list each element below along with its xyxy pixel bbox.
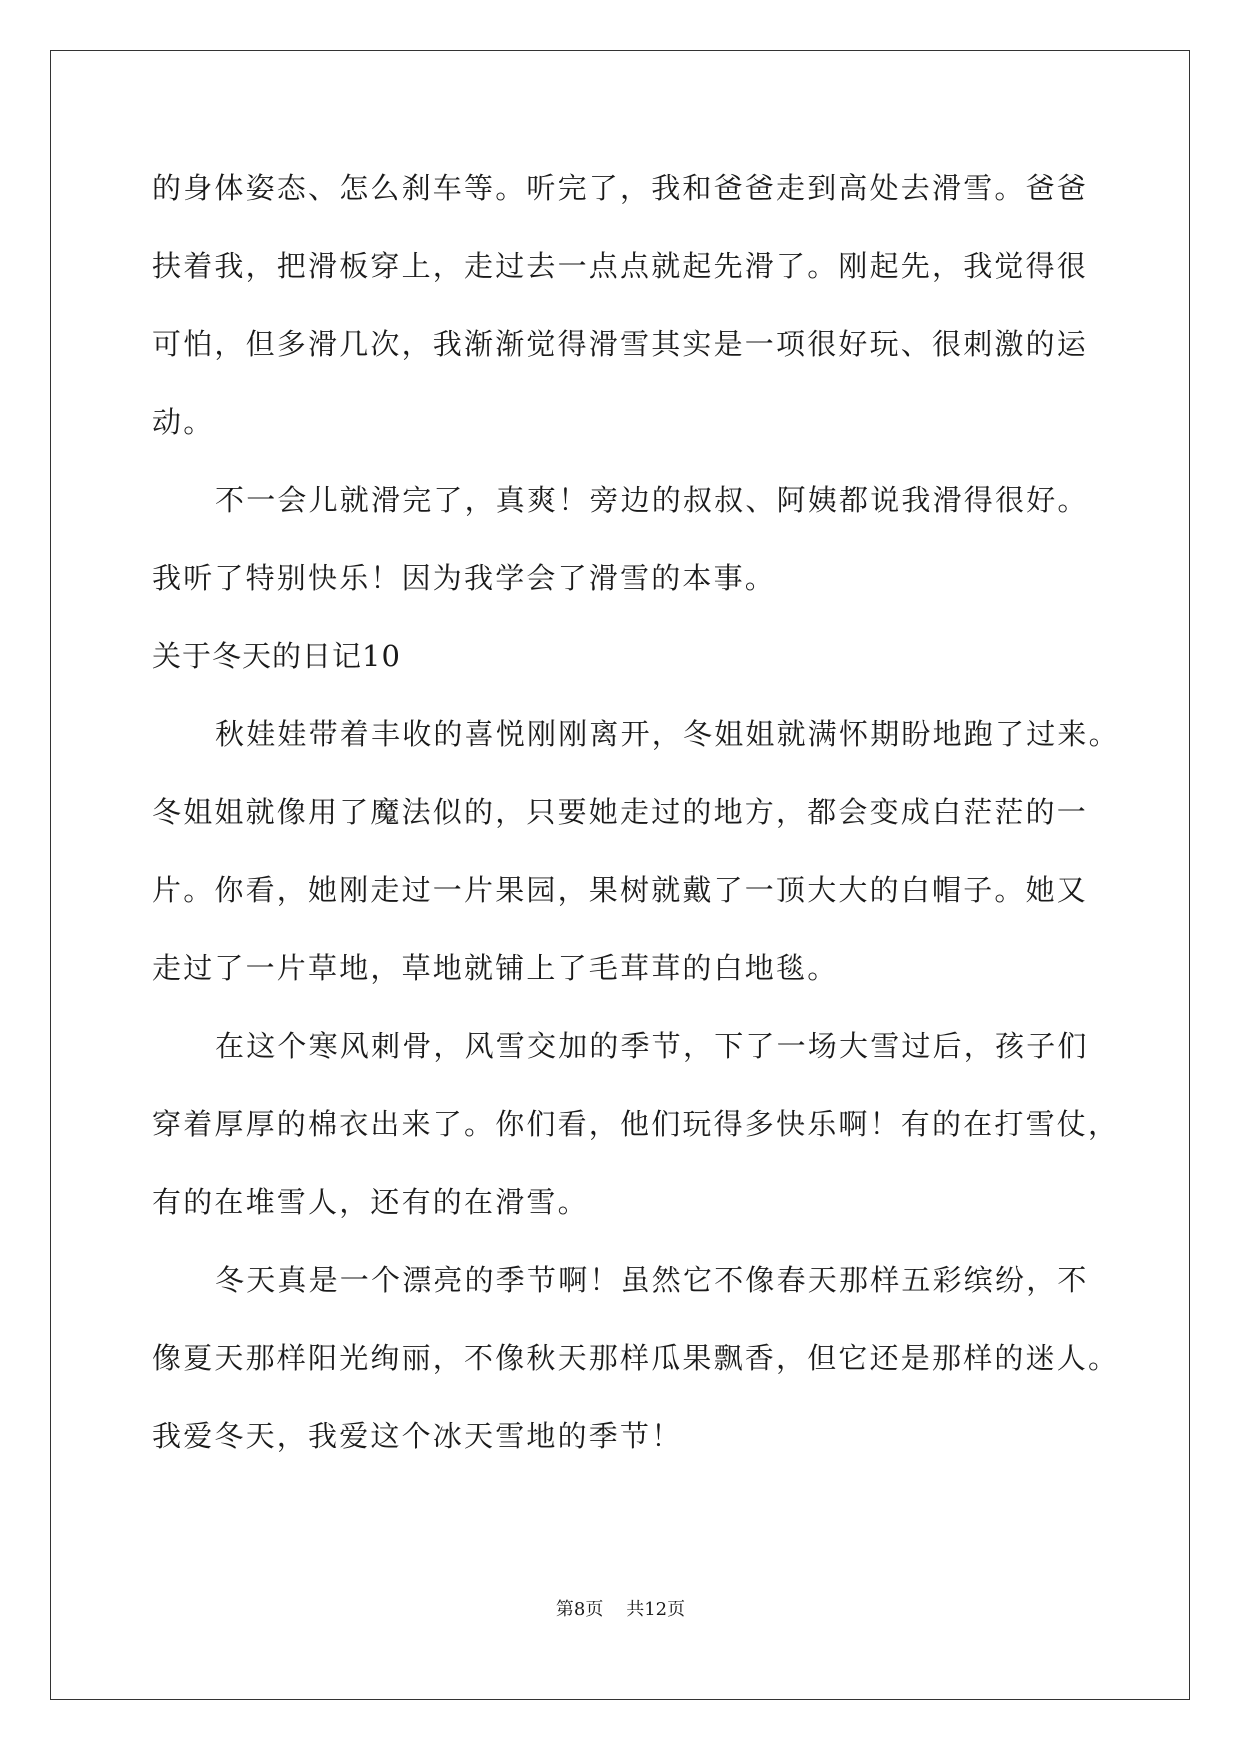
paragraph-line: 动。 bbox=[152, 405, 215, 439]
page-number: 第8页 bbox=[555, 1599, 604, 1620]
page-footer bbox=[0, 1598, 1241, 1622]
paragraph-line: 走过了一片草地，草地就铺上了毛茸茸的白地毯。 bbox=[152, 951, 839, 985]
paragraph-line: 我听了特别快乐！因为我学会了滑雪的本事。 bbox=[152, 561, 777, 595]
paragraph-line: 有的在堆雪人，还有的在滑雪。 bbox=[152, 1185, 589, 1219]
paragraph-line: 可怕，但多滑几次，我渐渐觉得滑雪其实是一项很好玩、很刺激的运 bbox=[152, 327, 1089, 361]
paragraph-line: 在这个寒风刺骨，风雪交加的季节，下了一场大雪过后，孩子们 bbox=[215, 1029, 1089, 1063]
paragraph-line: 冬姐姐就像用了魔法似的，只要她走过的地方，都会变成白茫茫的一 bbox=[152, 795, 1089, 829]
page-total: 共12页 bbox=[626, 1599, 686, 1620]
paragraph-line: 秋娃娃带着丰收的喜悦刚刚离开，冬姐姐就满怀期盼地跑了过来。 bbox=[215, 717, 1120, 751]
paragraph-line: 片。你看，她刚走过一片果园，果树就戴了一顶大大的白帽子。她又 bbox=[152, 873, 1089, 907]
paragraph-line: 像夏天那样阳光绚丽，不像秋天那样瓜果飘香，但它还是那样的迷人。 bbox=[152, 1341, 1120, 1375]
paragraph-line: 扶着我，把滑板穿上，走过去一点点就起先滑了。刚起先，我觉得很 bbox=[152, 249, 1089, 283]
paragraph-line: 不一会儿就滑完了，真爽！旁边的叔叔、阿姨都说我滑得很好。 bbox=[215, 483, 1089, 517]
paragraph-line: 穿着厚厚的棉衣出来了。你们看，他们玩得多快乐啊！有的在打雪仗， bbox=[152, 1107, 1120, 1141]
paragraph-line: 的身体姿态、怎么刹车等。听完了，我和爸爸走到高处去滑雪。爸爸 bbox=[152, 171, 1089, 205]
paragraph-line: 冬天真是一个漂亮的季节啊！虽然它不像春天那样五彩缤纷，不 bbox=[215, 1263, 1089, 1297]
paragraph-line: 我爱冬天，我爱这个冰天雪地的季节！ bbox=[152, 1419, 683, 1453]
section-title: 关于冬天的日记10 bbox=[152, 639, 401, 673]
